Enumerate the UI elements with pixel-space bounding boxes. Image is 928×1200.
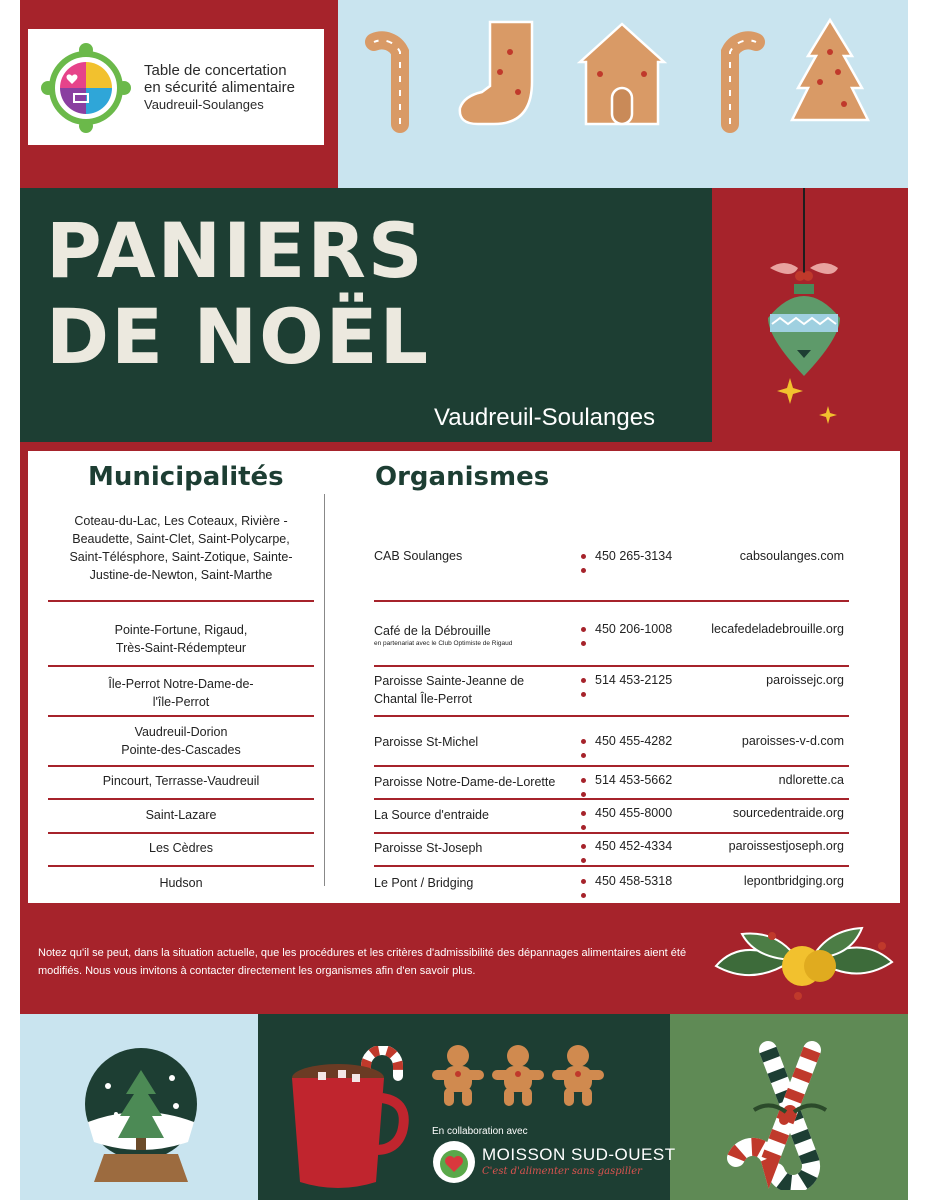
candy-canes-icon <box>700 1040 880 1190</box>
hot-chocolate-mug-icon <box>286 1046 410 1192</box>
organism-phone-8 <box>572 874 688 902</box>
moisson-logo-icon <box>432 1140 476 1184</box>
organism-name-text: Paroisse St-Joseph <box>374 841 483 855</box>
row-divider <box>48 865 314 867</box>
organism-phone-7 <box>572 839 688 867</box>
phone-text[interactable]: 450 265-3134 <box>595 549 673 563</box>
organism-site-7[interactable]: paroissestjoseph.org <box>728 839 844 853</box>
row-divider <box>374 865 849 867</box>
municipality-row-6: Saint-Lazare <box>145 808 217 822</box>
holly-bell-icon <box>712 916 898 1006</box>
row-divider <box>374 832 849 834</box>
row-divider <box>48 665 314 667</box>
organism-name-8 <box>374 874 568 892</box>
bullet-dot <box>581 858 586 863</box>
bullet-dot <box>581 554 586 559</box>
municipality-row-2: Pointe-Fortune, Rigaud, Très-Saint-Rédempteur <box>114 623 248 655</box>
bullet-dot <box>581 678 586 683</box>
organism-name-text: Paroisse Notre-Dame-de-Lorette <box>374 775 556 789</box>
phone-text[interactable]: 514 453-2125 <box>595 673 673 687</box>
phone-text[interactable]: 450 458-5318 <box>595 874 673 888</box>
organisms-header: Organismes <box>375 462 550 492</box>
partner-name: MOISSON SUD-OUEST <box>482 1145 676 1164</box>
title-line-2: DE NOËL <box>46 292 431 381</box>
organism-phone-4 <box>572 734 688 762</box>
organism-phone-1 <box>572 549 688 577</box>
column-divider <box>324 494 325 886</box>
municipality-row-5: Pincourt, Terrasse-Vaudreuil <box>102 774 260 788</box>
bullet-dot <box>581 692 586 697</box>
organism-phone-5 <box>572 773 688 801</box>
row-divider <box>48 832 314 834</box>
title-line-1: PANIERS <box>46 206 425 295</box>
organism-name-text: La Source d'entraide <box>374 808 489 822</box>
organism-site-1[interactable]: cabsoulanges.com <box>739 549 844 563</box>
organism-name-text: Paroisse St-Michel <box>374 735 479 749</box>
organism-name-text: Paroisse Sainte-Jeanne de Chantal Île-Perrot <box>374 674 525 706</box>
municipality-row-7: Les Cèdres <box>149 841 213 855</box>
organism-name-7 <box>374 839 568 857</box>
bullet-dot <box>581 844 586 849</box>
christmas-ornament-icon <box>750 188 860 438</box>
bullet-dot <box>581 893 586 898</box>
bullet-dot <box>581 825 586 830</box>
organism-note: en partenariat avec le Club Optimiste de Rigaud <box>374 640 513 647</box>
phone-text[interactable]: 450 455-4282 <box>595 734 673 748</box>
snow-globe-icon <box>76 1042 206 1190</box>
organism-site-8[interactable]: lepontbridging.org <box>743 874 844 888</box>
organism-name-text: Café de la Débrouille <box>374 624 491 638</box>
organism-site-3[interactable]: paroissejc.org <box>766 673 844 687</box>
row-divider <box>374 715 849 717</box>
page-title <box>46 208 430 380</box>
logo-text <box>144 62 295 113</box>
bullet-dot <box>581 739 586 744</box>
bullet-dot <box>581 753 586 758</box>
organism-name-5 <box>374 773 568 791</box>
row-divider <box>374 600 849 602</box>
organism-site-2[interactable]: lecafedeladebrouille.org <box>711 622 844 636</box>
bullet-dot <box>581 568 586 573</box>
organization-logo-icon <box>38 40 134 136</box>
organism-name-text: CAB Soulanges <box>374 549 463 563</box>
organism-phone-6 <box>572 806 688 834</box>
organism-site-4[interactable]: paroisses-v-d.com <box>741 734 844 748</box>
row-divider <box>374 765 849 767</box>
organism-name-4 <box>374 733 568 751</box>
logo-line-1: Table de concertation <box>144 62 287 79</box>
row-divider <box>48 600 314 602</box>
row-divider <box>48 798 314 800</box>
organism-phone-2 <box>572 622 688 650</box>
region-subtitle: Vaudreuil-Soulanges <box>434 404 656 431</box>
municipalities-header: Municipalités <box>88 462 284 492</box>
municipality-row-3: Île-Perrot Notre-Dame-de-l'île-Perrot <box>108 677 254 709</box>
bullet-dot <box>581 879 586 884</box>
row-divider <box>48 715 314 717</box>
partner-slogan: C'est d'alimenter sans gaspiller <box>482 1166 642 1177</box>
organism-name-6 <box>374 806 568 824</box>
bullet-dot <box>581 792 586 797</box>
organism-name-2 <box>374 622 568 648</box>
bullet-dot <box>581 811 586 816</box>
municipality-row-4: Vaudreuil-Dorion Pointe-des-Cascades <box>121 725 241 757</box>
bullet-dot <box>581 641 586 646</box>
collaboration-label: En collaboration avec <box>432 1126 528 1137</box>
organism-site-5[interactable]: ndlorette.ca <box>778 773 844 787</box>
organism-name-text: Le Pont / Bridging <box>374 876 474 890</box>
row-divider <box>374 665 849 667</box>
phone-text[interactable]: 450 452-4334 <box>595 839 673 853</box>
organism-site-6[interactable]: sourcedentraide.org <box>732 806 844 820</box>
bullet-dot <box>581 627 586 632</box>
phone-text[interactable]: 450 455-8000 <box>595 806 673 820</box>
logo-line-2: en sécurité alimentaire <box>144 79 295 96</box>
bullet-dot <box>581 778 586 783</box>
notice-text: Notez qu'il se peut, dans la situation actuelle, que les procédures et les critères d'admissibilité des dépannages alimentaires aient été modifiés. Nous vous invitons à contacter directement les organismes afin d'en savoir plus. <box>38 947 687 977</box>
logo-line-3: Vaudreuil-Soulanges <box>144 97 264 112</box>
row-divider <box>374 798 849 800</box>
gingerbread-men-icon <box>430 1044 610 1108</box>
organism-name-3 <box>374 672 554 708</box>
gingerbread-cookies-decoration <box>360 12 880 136</box>
organism-phone-3 <box>572 673 688 701</box>
phone-text[interactable]: 450 206-1008 <box>595 622 673 636</box>
municipality-row-8: Hudson <box>159 876 203 890</box>
organism-name-1 <box>374 547 568 565</box>
row-divider <box>48 765 314 767</box>
municipality-row-1: Coteau-du-Lac, Les Coteaux, Rivière - Beaudette, Saint-Clet, Saint-Polycarpe, Saint-Télésphore, Saint-Zotique, Sainte-Justine-de-Newton, Saint-Marthe <box>69 514 293 582</box>
phone-text[interactable]: 514 453-5662 <box>595 773 673 787</box>
